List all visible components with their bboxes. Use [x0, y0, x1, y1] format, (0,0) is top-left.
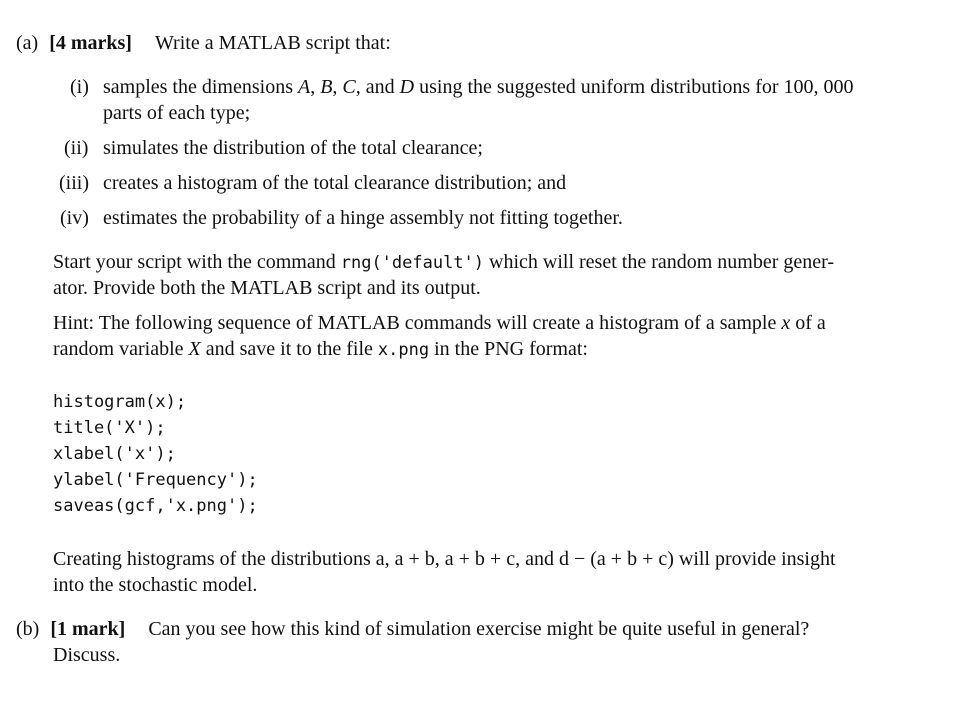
item-iii-text: creates a histogram of the total clearance distribution; and: [103, 172, 567, 194]
item-ii-number: (ii): [64, 137, 89, 159]
part-b-line2: Discuss.: [53, 644, 121, 666]
part-a-intro: Write a MATLAB script that:: [154, 32, 391, 54]
insight-paragraph-line1: Creating histograms of the distributions a, a + b, a + b + c, and d − (a + b + c) will provide insight: [53, 548, 836, 570]
code-line: saveas(gcf,'x.png');: [53, 496, 258, 516]
part-b-header: [16, 617, 809, 641]
item-ii-text: simulates the distribution of the total clearance;: [103, 137, 483, 159]
part-b-label: (b): [16, 618, 40, 640]
insight-paragraph-line2: into the stochastic model.: [53, 574, 258, 596]
part-a-header: [16, 31, 391, 55]
part-b-marks: [1 mark]: [50, 618, 126, 640]
item-i-text-line1: samples the dimensions A, B, C, and D using the suggested uniform distributions for 100, 000: [103, 76, 854, 98]
code-line: histogram(x);: [53, 392, 187, 412]
item-i-text-line2: parts of each type;: [103, 102, 251, 124]
hint-paragraph-line1: Hint: The following sequence of MATLAB commands will create a histogram of a sample x of a: [53, 312, 826, 334]
png-filename: x.png: [377, 340, 430, 360]
code-line: ylabel('Frequency');: [53, 470, 258, 490]
part-a-label: (a): [16, 32, 39, 54]
item-iv-number: (iv): [60, 207, 89, 229]
part-b-question: Can you see how this kind of simulation exercise might be quite useful in general?: [148, 618, 810, 640]
item-iii-number: (iii): [59, 172, 89, 194]
hint-paragraph-line2: random variable X and save it to the file x.png in the PNG format:: [53, 338, 588, 360]
code-line: xlabel('x');: [53, 444, 176, 464]
start-paragraph-line2: ator. Provide both the MATLAB script and its output.: [53, 277, 481, 299]
part-a-marks: [4 marks]: [49, 32, 132, 54]
item-iv-text: estimates the probability of a hinge assembly not fitting together.: [103, 207, 623, 229]
code-line: title('X');: [53, 418, 166, 438]
item-i-number: (i): [70, 76, 89, 98]
start-paragraph-line1: Start your script with the command rng('default') which will reset the random number gener-: [53, 251, 835, 273]
rng-command: rng('default'): [340, 253, 485, 273]
